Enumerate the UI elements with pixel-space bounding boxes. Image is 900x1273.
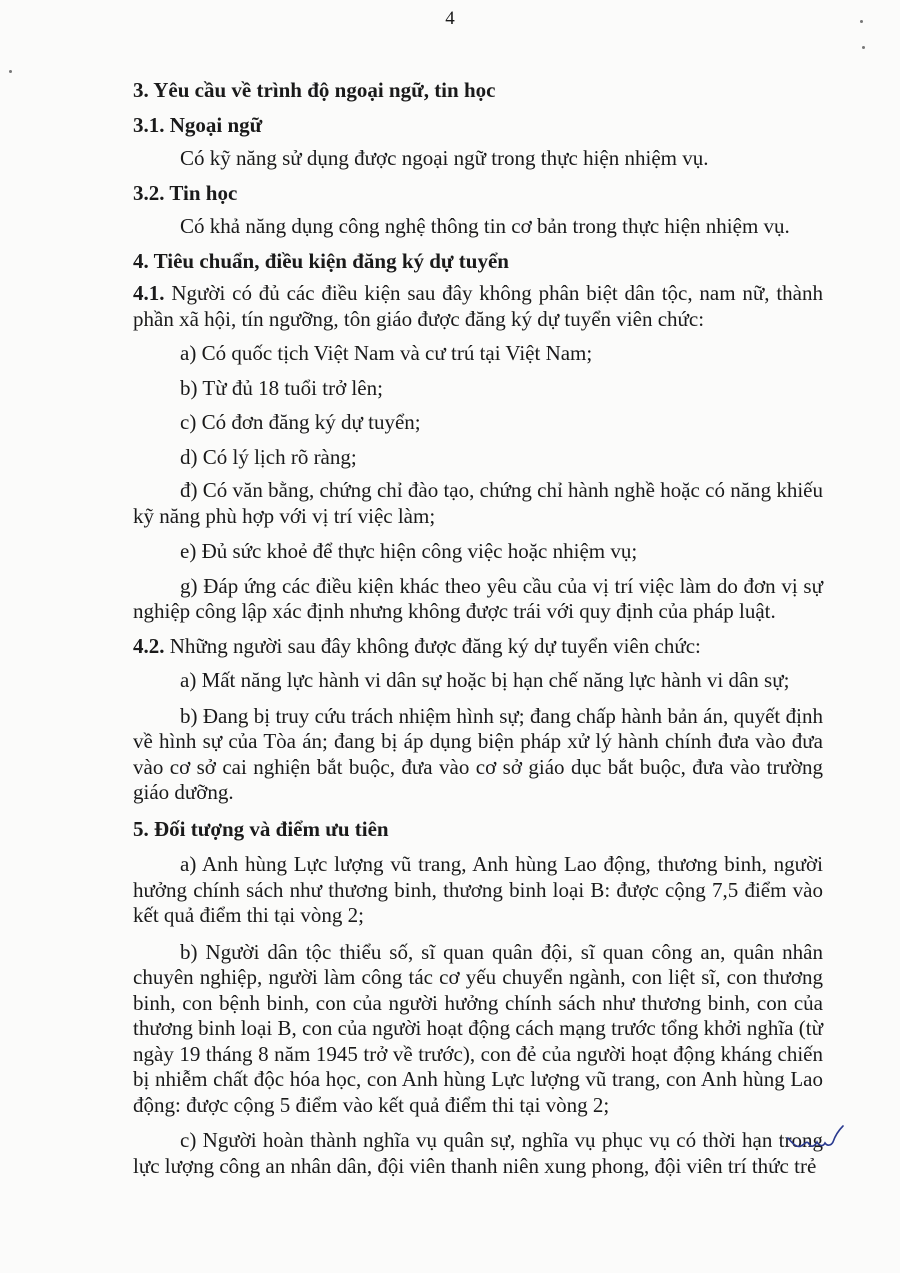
page-number: 4 [445,8,455,29]
scan-speck [860,20,863,23]
paragraph-text: a) Mất năng lực hành vi dân sự hoặc bị hạn chế năng lực hành vi dân sự; [180,668,790,692]
scan-speck [9,70,12,73]
paragraph [133,852,823,929]
paragraph-text: a) Anh hùng Lực lượng vũ trang, Anh hùng Lao động, thương binh, người hưởng chính sách như thương binh, thương binh loại B: được cộng 7,5 điểm vào kết quả điểm thi tại vòng 2; [133,852,823,927]
section-heading [133,113,823,139]
clause-number: 4.2. [133,633,165,658]
paragraph-text: b) Đang bị truy cứu trách nhiệm hình sự; đang chấp hành bản án, quyết định về hình sự của Tòa án; đang bị áp dụng biện pháp xử lý hành chính đưa vào đưa vào cơ sở cai nghiện bắt buộc, đưa vào cơ sở giáo dục bắt buộc, đưa vào trường giáo dưỡng. [133,703,823,804]
paragraph-text: c) Có đơn đăng ký dự tuyển; [180,410,421,434]
paragraph [133,940,823,1119]
heading-text: 3.1. Ngoại ngữ [133,112,263,137]
paragraph-text: g) Đáp ứng các điều kiện khác theo yêu cầu của vị trí việc làm do đơn vị sự nghiệp công lập xác định nhưng không được trái với quy định của pháp luật. [133,573,823,623]
paragraph [133,478,823,529]
paragraph [133,214,823,240]
heading-text: 3.2. Tin học [133,180,238,205]
document-body [133,69,823,1179]
paragraph [133,668,823,694]
heading-text: 4. Tiêu chuẩn, điều kiện đăng ký dự tuyển [133,248,509,273]
paragraph-text: đ) Có văn bằng, chứng chỉ đào tạo, chứng chỉ hành nghề hoặc có năng khiếu kỹ năng phù hợp với vị trí việc làm; [133,478,823,528]
paragraph-text: a) Có quốc tịch Việt Nam và cư trú tại Việt Nam; [180,341,593,365]
paragraph-text: Có khả năng dụng công nghệ thông tin cơ bản trong thực hiện nhiệm vụ. [180,214,790,238]
paragraph [133,445,823,471]
paragraph [133,574,823,625]
paragraph-text: Có kỹ năng sử dụng được ngoại ngữ trong thực hiện nhiệm vụ. [180,146,709,170]
section-heading [133,249,823,275]
paragraph [133,704,823,806]
heading-text: 5. Đối tượng và điểm ưu tiên [133,816,389,841]
section-heading [133,817,823,843]
clause-number: 4.1. [133,281,165,305]
section-heading [133,78,823,104]
paragraph [133,376,823,402]
paragraph [133,281,823,332]
paragraph-text: e) Đủ sức khoẻ để thực hiện công việc hoặc nhiệm vụ; [180,539,638,563]
paragraph-text: Người có đủ các điều kiện sau đây không phân biệt dân tộc, nam nữ, thành phần xã hội, tín ngưỡng, tôn giáo được đăng ký dự tuyển viên chức: [133,281,824,331]
paragraph [133,539,823,565]
paragraph [133,341,823,367]
paragraph-text: Những người sau đây không được đăng ký dự tuyển viên chức: [169,633,701,658]
paragraph [133,146,823,172]
paragraph-text: c) Người hoàn thành nghĩa vụ quân sự, nghĩa vụ phục vụ có thời hạn trong lực lượng công an nhân dân, đội viên thanh niên xung phong, đội viên trí thức trẻ [133,1128,823,1178]
heading-text: 3. Yêu cầu về trình độ ngoại ngữ, tin học [133,78,496,102]
section-heading [133,181,823,207]
paragraph-text: b) Từ đủ 18 tuổi trở lên; [180,375,383,400]
paragraph [133,634,823,660]
paragraph-text: b) Người dân tộc thiểu số, sĩ quan quân đội, sĩ quan công an, quân nhân chuyên nghiệp, người làm công tác cơ yếu chuyển ngành, con liệt sĩ, con thương binh, con bệnh binh, con của người hưởng chính sách như thương binh, con của thương binh loại B, con của người hoạt động cách mạng trước tổng khởi nghĩa (từ ngày 19 tháng 8 năm 1945 trở về trước), con đẻ của người hoạt động kháng chiến bị nhiễm chất độc hóa học, con Anh hùng Lực lượng vũ trang, con Anh hùng Lao động: được cộng 5 điểm vào kết quả điểm thi tại vòng 2; [133,939,823,1117]
paragraph-text: d) Có lý lịch rõ ràng; [180,444,357,469]
paragraph [133,1128,823,1179]
paragraph [133,410,823,436]
scan-speck [862,46,865,49]
handwritten-initials-icon [785,1122,845,1154]
